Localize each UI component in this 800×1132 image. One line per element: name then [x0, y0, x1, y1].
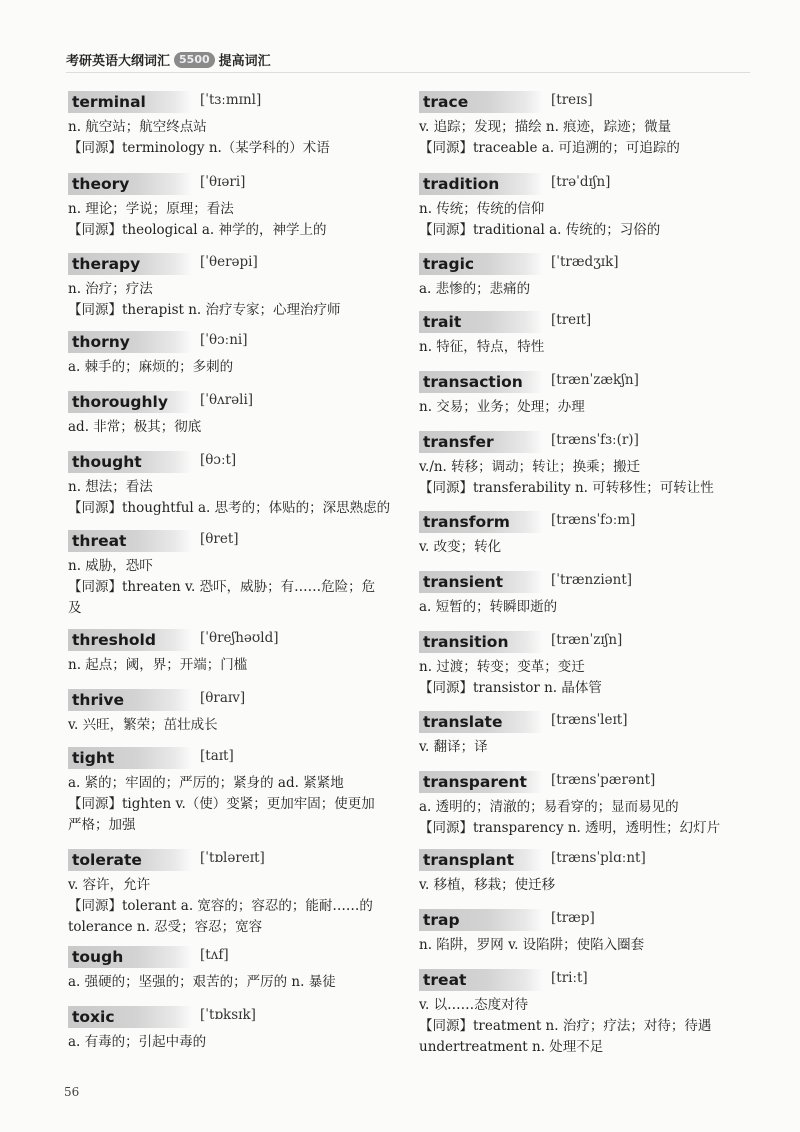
headword: toxic [68, 1006, 192, 1028]
headword-row [419, 172, 749, 196]
entry-therapy [68, 252, 398, 321]
page-header [66, 50, 271, 69]
definition-line: v. 容许，允许 [68, 877, 151, 893]
headword-row [68, 746, 398, 770]
entry-transaction [419, 370, 749, 418]
pronunciation: [ˈtrænziənt] [551, 572, 633, 588]
header-divider [66, 72, 750, 73]
headword-row [419, 510, 749, 534]
definition-line: n. 航空站；航空终点站 [68, 119, 207, 135]
headword-row [419, 968, 749, 992]
headword-row [419, 430, 749, 454]
pronunciation: [ˈθɔːni] [200, 332, 248, 348]
pronunciation: [tʌf] [200, 947, 229, 963]
entry-threshold [68, 628, 398, 676]
pronunciation: [triːt] [551, 970, 588, 986]
headword-row [68, 1005, 398, 1029]
pronunciation: [ˈtɒləreɪt] [200, 850, 265, 866]
headword-row [68, 252, 398, 276]
entry-threat [68, 529, 398, 619]
headword-row [419, 710, 749, 734]
headword-row [419, 370, 749, 394]
definition-line: undertreatment n. 处理不足 [419, 1039, 604, 1055]
headword: transition [419, 631, 543, 653]
entry-thrive [68, 688, 398, 736]
definition-line: n. 过渡；转变；变革；变迁 [419, 659, 585, 675]
headword: tolerate [68, 849, 192, 871]
pronunciation: [trænsˈpærənt] [551, 772, 656, 788]
definition-line: v. 移植，移栽；使迁移 [419, 877, 556, 893]
headword-row [419, 570, 749, 594]
entry-trap [419, 908, 749, 956]
definition-line: 【同源】terminology n.（某学科的）术语 [68, 140, 330, 156]
definition-line: 【同源】traditional a. 传统的；习俗的 [419, 222, 661, 238]
pronunciation: [trænˈzɪʃn] [551, 632, 623, 648]
pronunciation: [trænsˈfɜː(r)] [551, 432, 639, 448]
headword: tough [68, 946, 192, 968]
pronunciation: [θraɪv] [200, 690, 246, 706]
headword: tragic [419, 253, 543, 275]
entry-tolerate [68, 848, 398, 938]
entry-trace [419, 90, 749, 159]
pronunciation: [træp] [551, 910, 595, 926]
headword-row [68, 330, 398, 354]
definition-line: n. 陷阱，罗网 v. 设陷阱；使陷入圈套 [419, 937, 645, 953]
headword-row [68, 628, 398, 652]
definition-line: a. 紧的；牢固的；严厉的；紧身的 ad. 紧紧地 [68, 775, 344, 791]
definition-line: a. 棘手的；麻烦的；多刺的 [68, 359, 234, 375]
definition-line: n. 特征，特点，特性 [419, 339, 545, 355]
pronunciation: [θret] [200, 531, 239, 547]
definition-line: 【同源】thoughtful a. 思考的；体贴的；深思熟虑的 [68, 500, 391, 516]
headword: threat [68, 530, 192, 552]
pronunciation: [treɪs] [551, 92, 593, 108]
page-number: 56 [64, 1085, 80, 1099]
pronunciation: [trænsˈfɔːm] [551, 512, 636, 528]
headword: transform [419, 511, 543, 533]
headword-row [419, 630, 749, 654]
entry-terminal [68, 90, 398, 159]
definition-line: a. 短暂的；转瞬即逝的 [419, 599, 558, 615]
pronunciation: [θɔːt] [200, 452, 237, 468]
definition-line: n. 想法；看法 [68, 479, 153, 495]
entry-thought [68, 450, 398, 519]
definition-line: 【同源】transparency n. 透明，透明性；幻灯片 [419, 820, 721, 836]
pronunciation: [taɪt] [200, 748, 234, 764]
definition-line: 【同源】therapist n. 治疗专家；心理治疗师 [68, 302, 341, 318]
definition-line: n. 治疗；疗法 [68, 281, 153, 297]
definition-line: v. 改变；转化 [419, 539, 502, 555]
headword: transparent [419, 771, 543, 793]
headword: treat [419, 969, 543, 991]
headword-row [68, 688, 398, 712]
entry-thoroughly [68, 390, 398, 438]
header-title: 考研英语大纲词汇 [66, 54, 171, 69]
pronunciation: [ˈθɪəri] [200, 174, 246, 190]
pronunciation: [trænsˈleɪt] [551, 712, 628, 728]
entry-toxic [68, 1005, 398, 1053]
headword: thoroughly [68, 391, 192, 413]
pronunciation: [trænsˈplɑːnt] [551, 850, 646, 866]
pronunciation: [treɪt] [551, 312, 592, 328]
headword: therapy [68, 253, 192, 275]
entry-thorny [68, 330, 398, 378]
definition-line: v. 追踪；发现；描绘 n. 痕迹，踪迹；微量 [419, 119, 672, 135]
headword-row [419, 252, 749, 276]
pronunciation: [trænˈzækʃn] [551, 372, 639, 388]
headword: threshold [68, 629, 192, 651]
headword-row [68, 450, 398, 474]
headword: transplant [419, 849, 543, 871]
definition-line: 【同源】threaten v. 恐吓，威胁；有……危险；危 [68, 579, 376, 595]
definition-line: n. 起点；阈，界；开端；门槛 [68, 657, 248, 673]
headword: theory [68, 173, 192, 195]
definition-line: 及 [68, 600, 82, 616]
headword: trap [419, 909, 543, 931]
definition-line: v. 翻译；译 [419, 739, 488, 755]
definition-line: 【同源】theological a. 神学的，神学上的 [68, 222, 327, 238]
definition-line: tolerance n. 忍受；容忍；宽容 [68, 919, 263, 935]
headword-row [419, 90, 749, 114]
definition-line: 严格；加强 [68, 817, 136, 833]
pronunciation: [ˈθreʃhəʊld] [200, 630, 279, 646]
headword-row [419, 310, 749, 334]
entry-transfer [419, 430, 749, 499]
definition-line: n. 交易；业务；处理；办理 [419, 399, 585, 415]
definition-line: 【同源】tighten v.（使）变紧；更加牢固；使更加 [68, 796, 375, 812]
entry-trait [419, 310, 749, 358]
headword-row [68, 90, 398, 114]
definition-line: 【同源】treatment n. 治疗；疗法；对待；待遇 [419, 1018, 712, 1034]
pronunciation: [ˈθʌrəli] [200, 392, 254, 408]
definition-line: a. 有毒的；引起中毒的 [68, 1034, 207, 1050]
entry-transform [419, 510, 749, 558]
headword: transaction [419, 371, 543, 393]
pronunciation: [ˈtɒksɪk] [200, 1007, 256, 1023]
pronunciation: [ˈθerəpi] [200, 254, 258, 270]
definition-line: n. 威胁，恐吓 [68, 558, 153, 574]
entry-transparent [419, 770, 749, 839]
definition-line: v. 兴旺，繁荣；茁壮成长 [68, 717, 218, 733]
definition-line: 【同源】tolerant a. 宽容的；容忍的；能耐……的 [68, 898, 373, 914]
entry-tradition [419, 172, 749, 241]
headword-row [419, 770, 749, 794]
definition-line: v. 以……态度对待 [419, 997, 529, 1013]
entry-tight [68, 746, 398, 836]
entry-tough [68, 945, 398, 993]
entry-theory [68, 172, 398, 241]
headword-row [68, 529, 398, 553]
headword: thorny [68, 331, 192, 353]
headword-row [419, 848, 749, 872]
header-badge: 5500 [174, 52, 215, 68]
headword: thrive [68, 689, 192, 711]
headword-row [68, 848, 398, 872]
headword-row [68, 945, 398, 969]
headword-row [68, 172, 398, 196]
definition-line: 【同源】traceable a. 可追溯的；可追踪的 [419, 140, 680, 156]
entry-tragic [419, 252, 749, 300]
headword: transient [419, 571, 543, 593]
pronunciation: [ˈtrædʒɪk] [551, 254, 619, 270]
entry-transition [419, 630, 749, 699]
pronunciation: [ˈtɜːmɪnl] [200, 92, 262, 108]
entry-translate [419, 710, 749, 758]
definition-line: ad. 非常；极其；彻底 [68, 419, 202, 435]
headword: translate [419, 711, 543, 733]
definition-line: a. 悲惨的；悲痛的 [419, 281, 531, 297]
headword: transfer [419, 431, 543, 453]
definition-line: v./n. 转移；调动；转让；换乘；搬迁 [419, 459, 641, 475]
headword: thought [68, 451, 192, 473]
headword-row [68, 390, 398, 414]
definition-line: 【同源】transistor n. 晶体管 [419, 680, 602, 696]
entry-treat [419, 968, 749, 1058]
definition-line: a. 强硬的；坚强的；艰苦的；严厉的 n. 暴徒 [68, 974, 336, 990]
headword: terminal [68, 91, 192, 113]
pronunciation: [trəˈdɪʃn] [551, 174, 611, 190]
headword: trait [419, 311, 543, 333]
headword-row [419, 908, 749, 932]
definition-line: a. 透明的；清澈的；易看穿的；显而易见的 [419, 799, 679, 815]
headword: tight [68, 747, 192, 769]
definition-line: n. 理论；学说；原理；看法 [68, 201, 234, 217]
header-subtitle: 提高词汇 [218, 54, 271, 69]
headword: tradition [419, 173, 543, 195]
definition-line: 【同源】transferability n. 可转移性；可转让性 [419, 480, 714, 496]
definition-line: n. 传统；传统的信仰 [419, 201, 545, 217]
entry-transplant [419, 848, 749, 896]
headword: trace [419, 91, 543, 113]
entry-transient [419, 570, 749, 618]
